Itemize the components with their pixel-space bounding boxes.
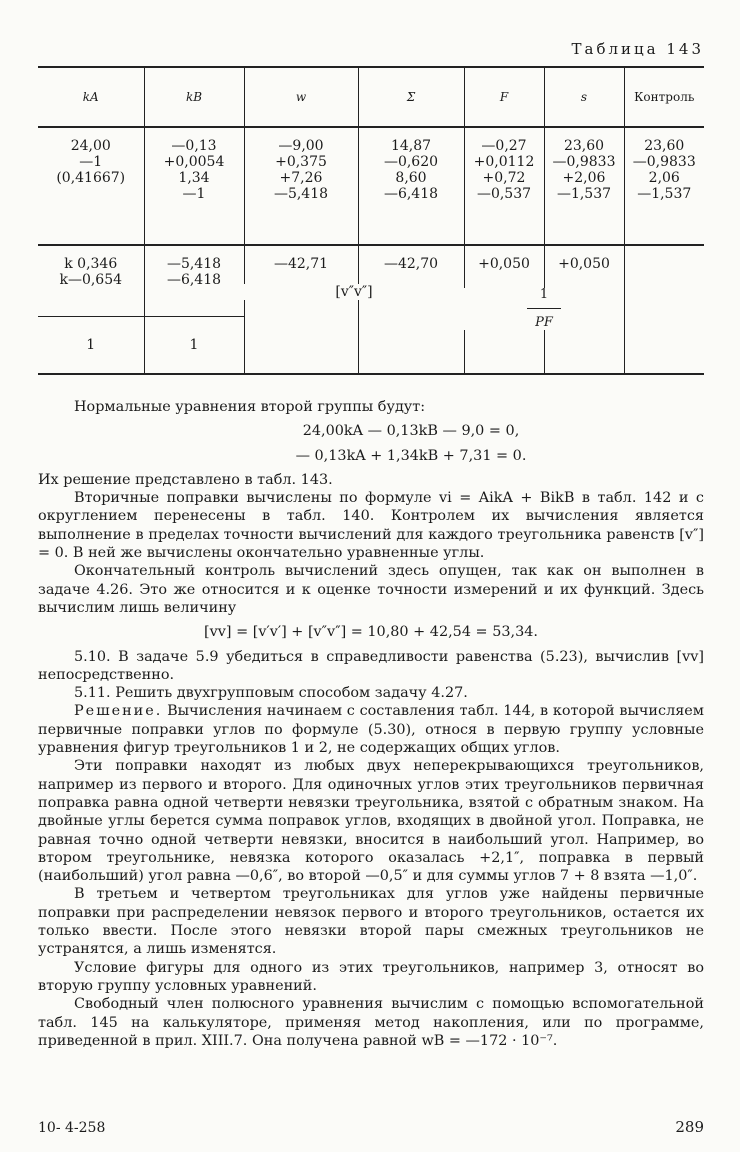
- equation-1: 24,00kA — 0,13kB — 9,0 = 0,: [302, 423, 520, 440]
- cell-kB-r2: —5,418 —6,418: [144, 245, 244, 317]
- cell-F-r2: +0,050: [464, 245, 544, 374]
- header-kA: kA: [38, 67, 144, 127]
- equation-3: [vv] = [v′v′] + [v″v″] = 10,80 + 42,54 = 53,34.: [204, 624, 538, 641]
- cell-sigma-r2: —42,70: [358, 245, 464, 374]
- cell-kA-r3: 1: [38, 317, 144, 375]
- header-F: F: [464, 67, 544, 127]
- cell-kA-r2: k 0,346 k—0,654: [38, 245, 144, 317]
- header-sigma: Σ: [358, 67, 464, 127]
- paragraph: Эти поправки находят из любых двух неперекрывающихся треугольников, например из первого и второго. Для одиночных углов этих треугольников первичная поправка равна одной четверти невязки треугольника, взятой с обратным знаком. На двойные углы берется сумма поправок углов, входящих в двойной угол. Поправка, не равная точно одной четверти невязки, вносится в наибольший угол. Например, во втором треугольнике, невязка которого оказалась +2,1″, поправка в первый (наибольший) угол равна —0,6″, во второй —0,5″ и для суммы углов 7 + 8 взята —1,0″.: [38, 758, 704, 885]
- cell-control-r2: [624, 245, 704, 374]
- cell-s-r2: +0,050: [544, 245, 624, 374]
- header-control: Контроль: [624, 67, 704, 127]
- cell-kA-r1: 24,00 —1 (0,41667): [38, 127, 144, 245]
- header-w: w: [244, 67, 358, 127]
- footer-signature: 10- 4-258: [38, 1120, 106, 1136]
- frac-label: 1 PF: [464, 288, 624, 330]
- vv-label: [v″v″]: [244, 284, 464, 300]
- cell-control-r1: 23,60 —0,9833 2,06 —1,537: [624, 127, 704, 245]
- cell-w-r2: —42,71: [244, 245, 358, 374]
- table-header-row: [38, 67, 704, 127]
- cell-kB-r1: —0,13 +0,0054 1,34 —1: [144, 127, 244, 245]
- paragraph: 5.10. В задаче 5.9 убедиться в справедливости равенства (5.23), вычислив [vv] непосредственно.: [38, 648, 704, 683]
- header-s: s: [544, 67, 624, 127]
- equation-2: — 0,13kA + 1,34kB + 7,31 = 0.: [295, 447, 527, 464]
- cell-kB-r3: 1: [144, 317, 244, 375]
- paragraph: Свободный член полюсного уравнения вычислим с помощью вспомогательной табл. 145 на калькуляторе, применяя метод накопления, или по программе, приведенной в прил. XIII.7. Она получена равной wB = —172 · 10⁻⁷.: [38, 996, 704, 1049]
- paragraph: Нормальные уравнения второй группы будут:: [74, 399, 426, 415]
- paragraph: Их решение представлено в табл. 143.: [38, 471, 333, 488]
- data-table-container: [38, 66, 704, 375]
- cell-sigma-r1: 14,87 —0,620 8,60 —6,418: [358, 127, 464, 245]
- paragraph: 5.11. Решить двухгрупповым способом задачу 4.27.: [74, 685, 468, 702]
- paragraph: В третьем и четвертом треугольниках для углов уже найдены первичные поправки при распределении невязок первого и второго треугольников, остается их только ввести. После этого невязки второй пары смежных треугольников не устранятся, а лишь изменятся.: [38, 886, 704, 958]
- paragraph: Решение. Вычисления начинаем с составления табл. 144, в которой вычисляем первичные поправки углов по формуле (5.30), относя в первую группу условные уравнения фигур треугольников 1 и 2, не содержащих общих углов.: [38, 703, 704, 757]
- cell-F-r1: —0,27 +0,0112 +0,72 —0,537: [464, 127, 544, 245]
- header-kB: kB: [144, 67, 244, 127]
- paragraph: Вторичные поправки вычислены по формуле vi = AikA + BikB в табл. 142 и с округлением перенесены в табл. 140. Контролем их вычисления является выполнение в пределах точности вычислений для каждого треугольника равенств [v″] = 0. В ней же вычислены окончательно уравненные углы.: [38, 490, 704, 562]
- paragraph: Условие фигуры для одного из этих треугольников, например 3, относят во вторую группу условных уравнений.: [38, 959, 704, 994]
- table-title: Таблица 143: [571, 40, 704, 58]
- table-row: [38, 127, 704, 245]
- body-text: [38, 398, 704, 1050]
- paragraph: Окончательный контроль вычислений здесь опущен, так как он выполнен в задаче 4.26. Это же относится и к оценке точности измерений и их функций. Здесь вычислим лишь величину: [38, 563, 704, 616]
- cell-w-r1: —9,00 +0,375 +7,26 —5,418: [244, 127, 358, 245]
- cell-s-r1: 23,60 —0,9833 +2,06 —1,537: [544, 127, 624, 245]
- page-number: 289: [675, 1118, 704, 1136]
